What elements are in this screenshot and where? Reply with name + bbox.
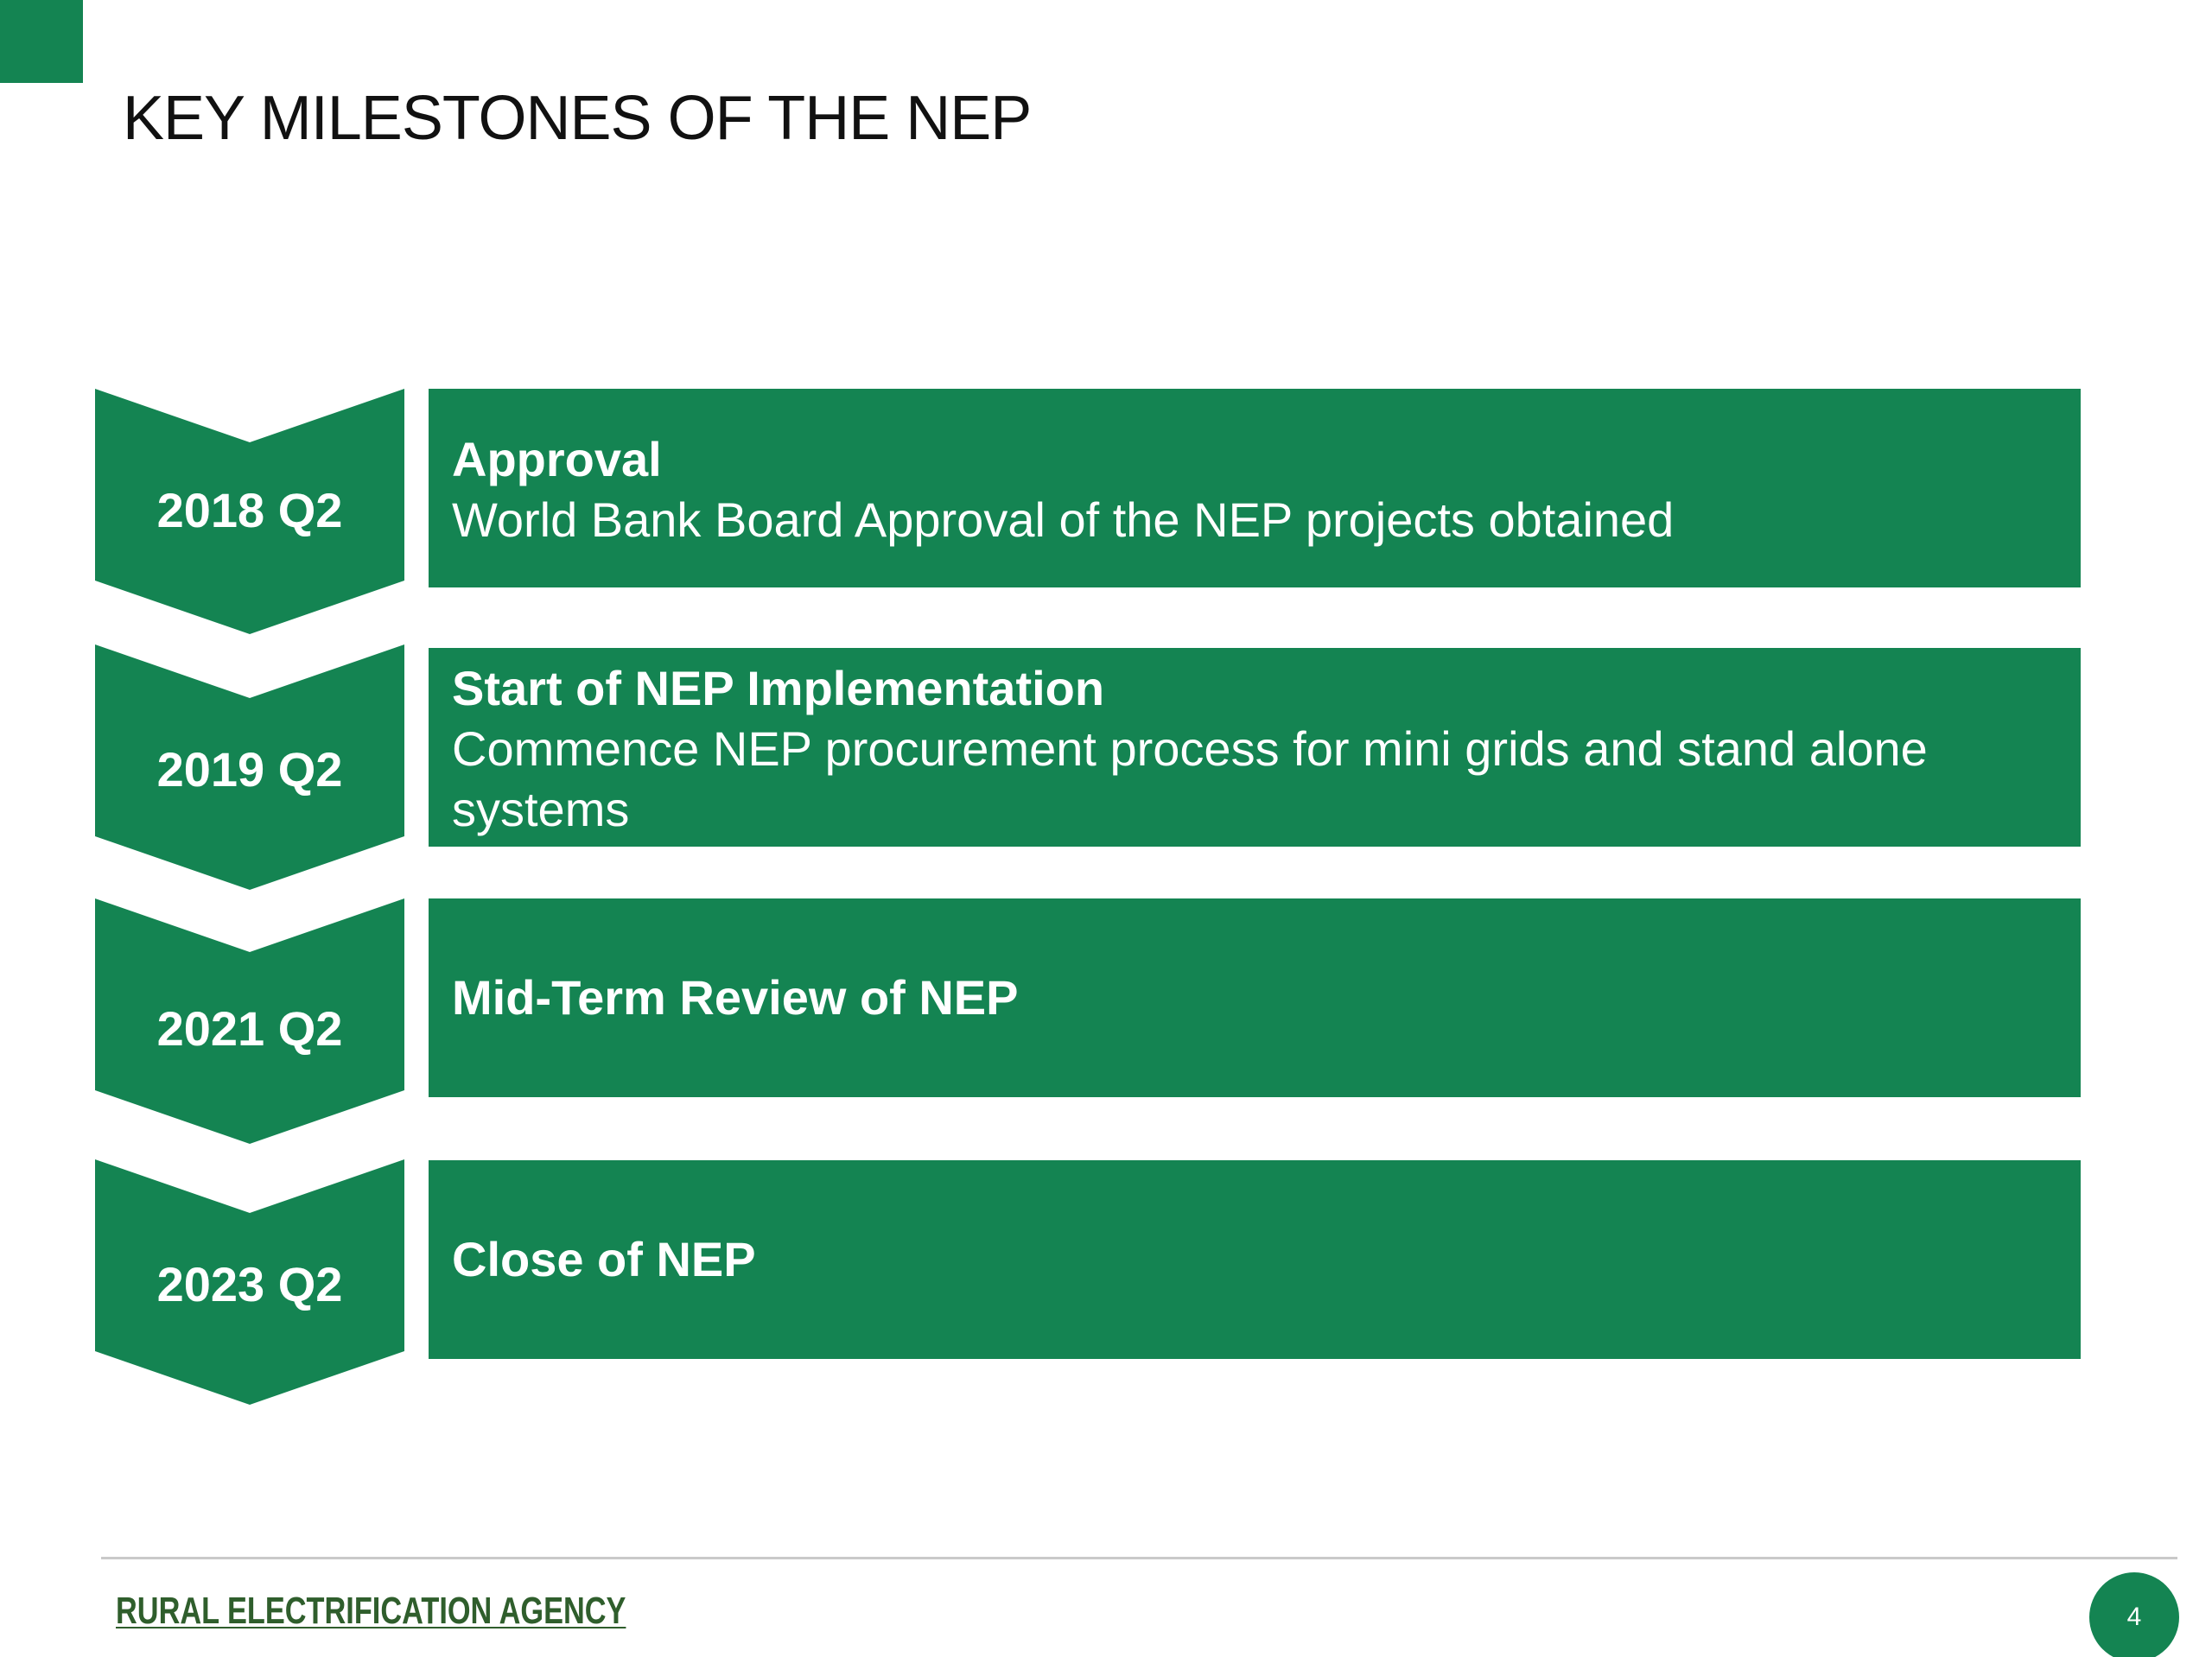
milestone-box — [429, 648, 2081, 847]
milestone-heading: Start of NEP Implementation — [452, 661, 1105, 715]
milestone-chevron — [95, 389, 404, 634]
milestone-period: 2019 Q2 — [156, 742, 343, 797]
milestone-box — [429, 389, 2081, 587]
milestone-heading: Mid-Term Review of NEP — [452, 970, 1019, 1025]
footer-divider — [101, 1557, 2177, 1559]
milestone-chevron — [95, 644, 404, 890]
milestone-box — [429, 1160, 2081, 1359]
milestone-description: World Bank Board Approval of the NEP projects obtained — [452, 492, 1675, 547]
footer-organization-logo: RURAL ELECTRIFICATION AGENCY — [116, 1590, 626, 1632]
slide-title: KEY MILESTONES OF THE NEP — [123, 84, 1032, 153]
milestone-heading: Close of NEP — [452, 1232, 756, 1286]
corner-accent-square — [0, 0, 83, 83]
page-number-badge: 4 — [2089, 1572, 2179, 1657]
milestone-period: 2023 Q2 — [156, 1257, 343, 1311]
milestone-heading: Approval — [452, 432, 662, 486]
milestone-chevron — [95, 1159, 404, 1405]
milestone-period: 2021 Q2 — [156, 1001, 343, 1056]
milestone-box — [429, 898, 2081, 1097]
milestone-chevron — [95, 898, 404, 1144]
milestone-description: Commence NEP procurement process for mini grids and stand alone systems — [452, 721, 1928, 836]
milestone-period: 2018 Q2 — [156, 483, 343, 537]
